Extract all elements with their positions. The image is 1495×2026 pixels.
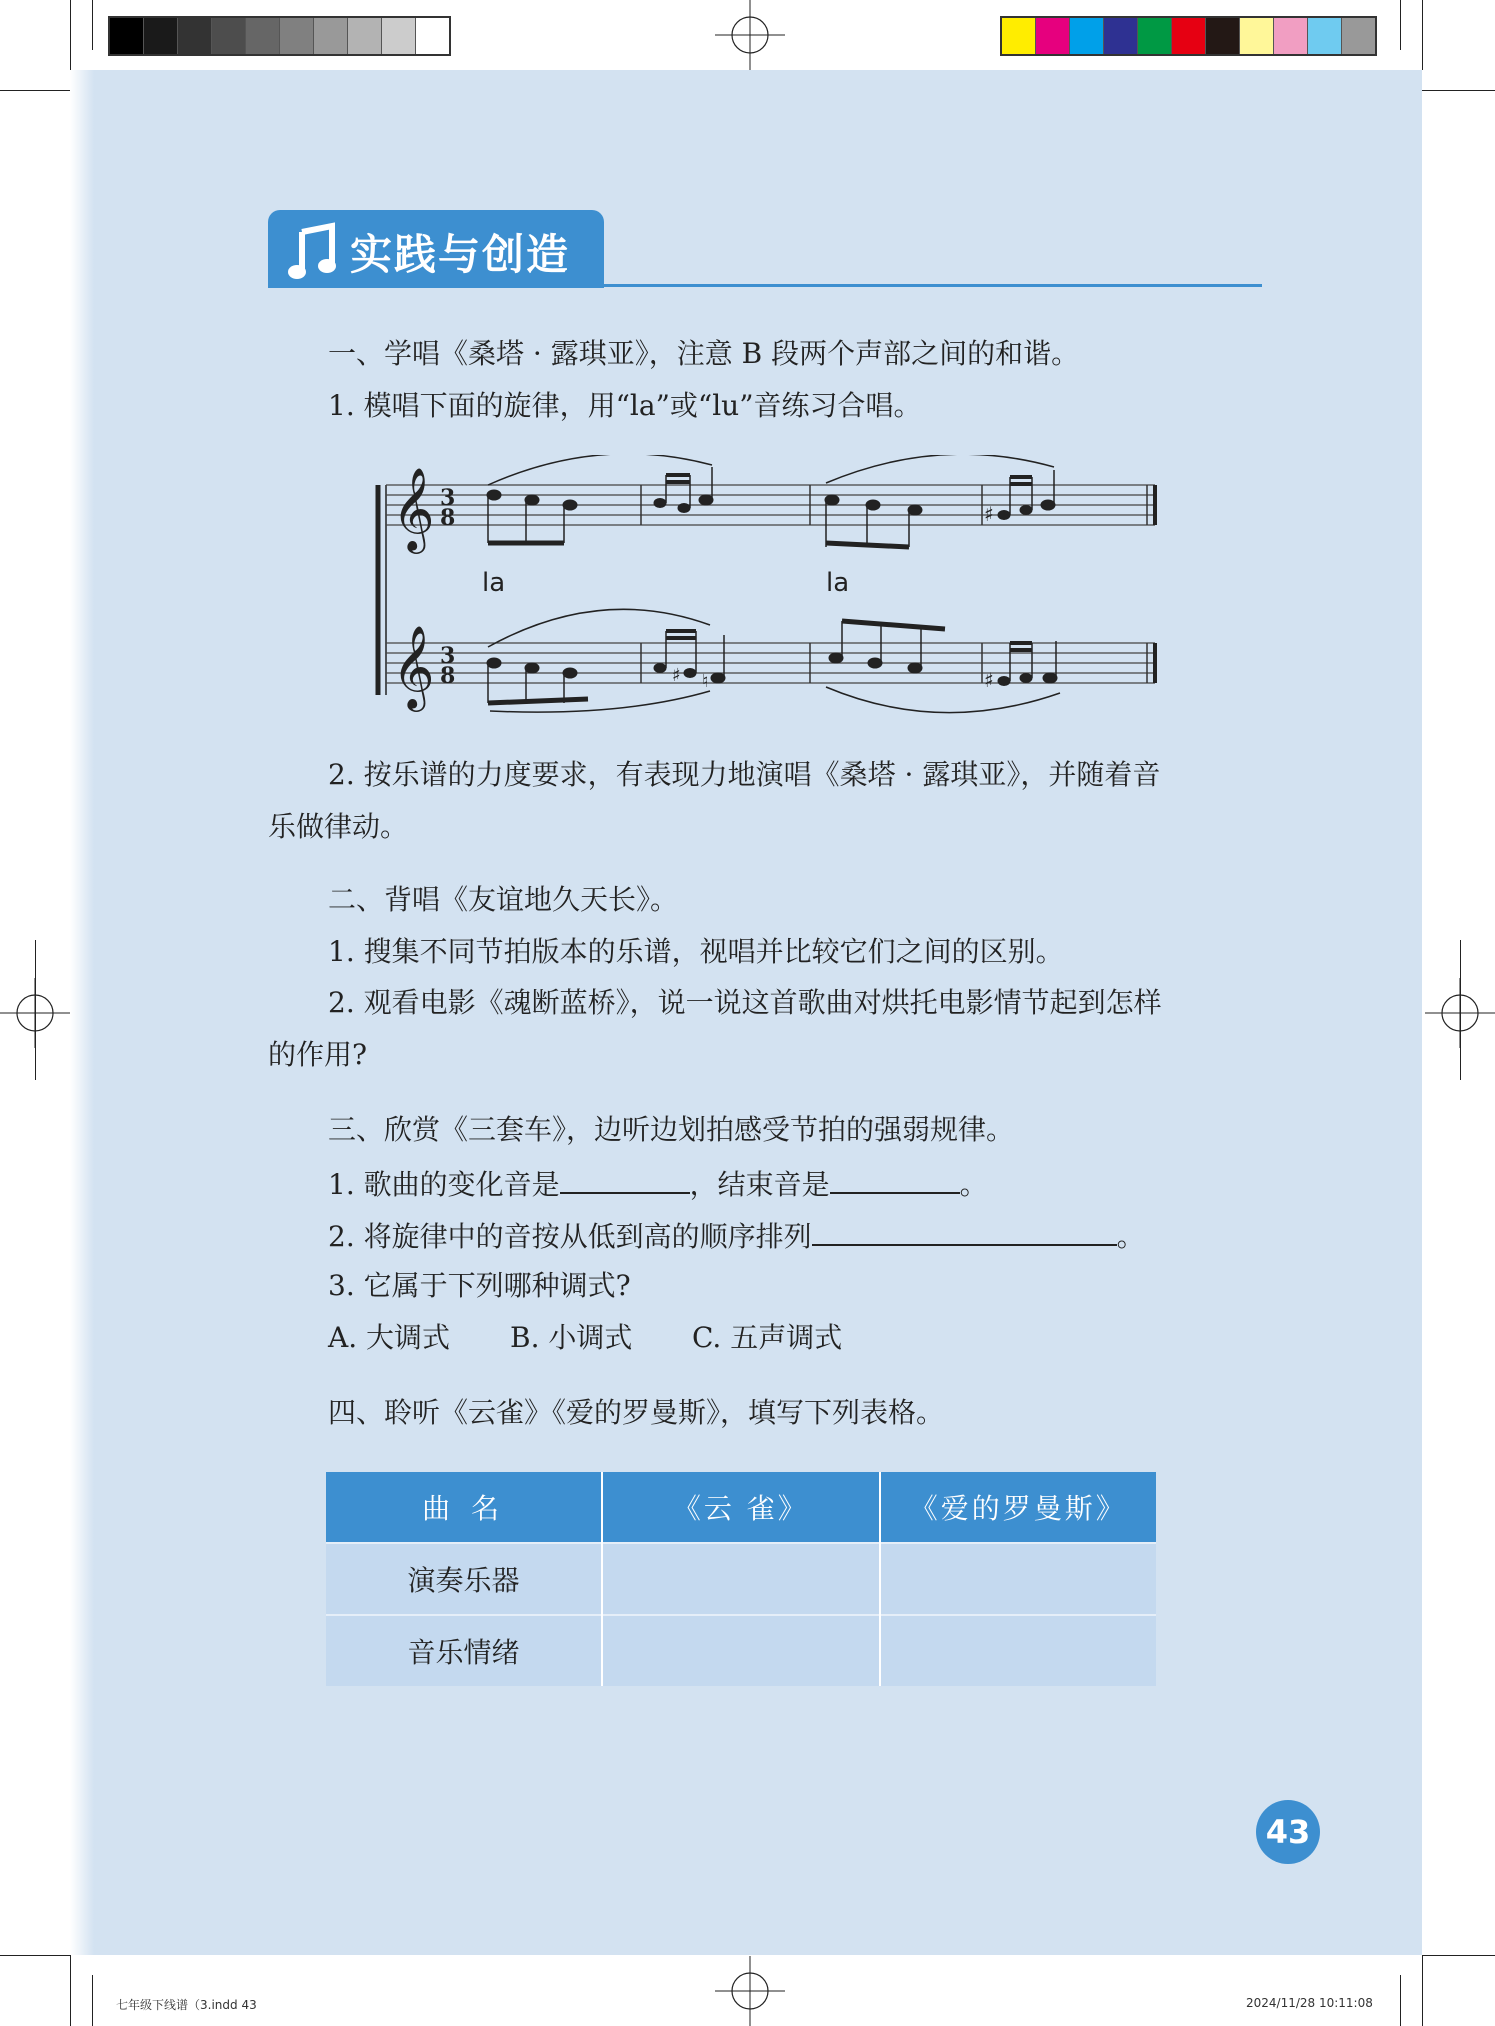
section3-item1 bbox=[328, 1162, 988, 1205]
time-signature-top: 3 bbox=[440, 485, 456, 511]
crop-mark bbox=[92, 1975, 93, 2026]
item1-middle: ，结束音是 bbox=[689, 1168, 830, 1201]
table-cell-input[interactable] bbox=[602, 1543, 879, 1615]
table-cell-input[interactable] bbox=[880, 1615, 1156, 1686]
footer-timestamp: 2024/11/28 10:11:08 bbox=[1246, 1996, 1373, 2010]
music-score bbox=[370, 455, 1170, 715]
option-a[interactable]: A. 大调式 bbox=[328, 1321, 451, 1354]
listening-table bbox=[326, 1472, 1156, 1686]
registration-mark bbox=[715, 1956, 785, 2026]
crop-mark bbox=[1422, 1955, 1423, 2026]
crop-mark bbox=[0, 1955, 70, 1956]
answer-blank-note-order[interactable] bbox=[812, 1214, 1117, 1246]
section1-item2-line2: 乐做律动。 bbox=[268, 810, 409, 843]
crop-mark bbox=[35, 940, 36, 1080]
row-label-mood: 音乐情绪 bbox=[326, 1615, 602, 1686]
crop-mark bbox=[92, 0, 93, 50]
section1-item1: 1. 模唱下面的旋律，用“la”或“lu”音练习合唱。 bbox=[328, 389, 922, 422]
section3-heading: 三、欣赏《三套车》，边听边划拍感受节拍的强弱规律。 bbox=[328, 1113, 1015, 1146]
section3-item3: 3. 它属于下列哪种调式? bbox=[328, 1269, 631, 1302]
time-signature-top: 3 bbox=[440, 643, 456, 669]
lyric-la: la bbox=[826, 568, 850, 598]
answer-blank-final-note[interactable] bbox=[830, 1162, 960, 1194]
section2-item1: 1. 搜集不同节拍版本的乐谱，视唱并比较它们之间的区别。 bbox=[328, 935, 1064, 968]
crop-mark bbox=[1400, 0, 1401, 50]
color-bar bbox=[1000, 16, 1377, 56]
option-b[interactable]: B. 小调式 bbox=[510, 1321, 633, 1354]
table-cell-input[interactable] bbox=[880, 1543, 1156, 1615]
crop-mark bbox=[70, 0, 71, 70]
table-row bbox=[326, 1543, 1156, 1615]
crop-mark bbox=[1422, 90, 1495, 91]
table-row bbox=[326, 1615, 1156, 1686]
svg-text:♮: ♮ bbox=[702, 671, 709, 692]
section3-item2 bbox=[328, 1214, 1145, 1257]
crop-mark bbox=[1460, 940, 1461, 1080]
section2-heading: 二、背唱《友谊地久天长》。 bbox=[328, 883, 679, 916]
item2-suffix: 。 bbox=[1116, 1220, 1145, 1253]
music-note-icon bbox=[288, 222, 338, 282]
staff-1-notes bbox=[487, 467, 1055, 547]
crop-mark bbox=[1422, 1955, 1495, 1956]
item1-prefix: 1. 歌曲的变化音是 bbox=[328, 1168, 560, 1201]
registration-mark bbox=[715, 0, 785, 70]
staff-2-notes bbox=[487, 621, 1057, 703]
page-edge-fade bbox=[70, 70, 94, 1955]
answer-blank-altered-note[interactable] bbox=[560, 1162, 690, 1194]
section3-options bbox=[328, 1318, 842, 1358]
treble-clef-icon: 𝄞 bbox=[392, 624, 435, 708]
staff-1 bbox=[386, 485, 1155, 525]
table-header-lark: 《云 雀》 bbox=[602, 1472, 879, 1543]
crop-mark bbox=[1422, 0, 1423, 70]
footer-file-name: 七年级下线谱（3.indd 43 bbox=[116, 1998, 257, 2012]
grayscale-bar bbox=[108, 16, 451, 56]
time-signature-bottom: 8 bbox=[440, 505, 456, 531]
section-header-rule bbox=[268, 284, 1262, 287]
svg-text:♯: ♯ bbox=[984, 502, 994, 526]
section4-heading: 四、聆听《云雀》《爱的罗曼斯》，填写下列表格。 bbox=[328, 1396, 945, 1429]
svg-text:♯: ♯ bbox=[984, 668, 994, 692]
lyric-la: la bbox=[482, 568, 506, 598]
section2-item2-line2: 的作用? bbox=[268, 1038, 368, 1071]
crop-mark bbox=[1400, 1975, 1401, 2026]
treble-clef-icon: 𝄞 bbox=[392, 466, 435, 550]
table-cell-input[interactable] bbox=[602, 1615, 879, 1686]
section1-item2-line1: 2. 按乐谱的力度要求，有表现力地演唱《桑塔 · 露琪亚》，并随着音 bbox=[328, 758, 1161, 791]
table-header-romance: 《爱的罗曼斯》 bbox=[880, 1472, 1156, 1543]
crop-mark bbox=[0, 90, 70, 91]
section-title: 实践与创造 bbox=[350, 230, 571, 279]
option-c[interactable]: C. 五声调式 bbox=[692, 1321, 843, 1354]
table-header-title: 曲 名 bbox=[326, 1472, 602, 1543]
section1-heading: 一、学唱《桑塔 · 露琪亚》，注意 B 段两个声部之间的和谐。 bbox=[328, 337, 1080, 370]
crop-mark bbox=[70, 1955, 71, 2026]
time-signature-bottom: 8 bbox=[440, 663, 456, 689]
svg-text:♯: ♯ bbox=[672, 665, 681, 686]
item2-prefix: 2. 将旋律中的音按从低到高的顺序排列 bbox=[328, 1220, 812, 1253]
item1-suffix: 。 bbox=[959, 1168, 988, 1201]
row-label-instrument: 演奏乐器 bbox=[326, 1543, 602, 1615]
section2-item2-line1: 2. 观看电影《魂断蓝桥》，说一说这首歌曲对烘托电影情节起到怎样 bbox=[328, 986, 1162, 1019]
page-number-badge: 43 bbox=[1256, 1800, 1320, 1864]
